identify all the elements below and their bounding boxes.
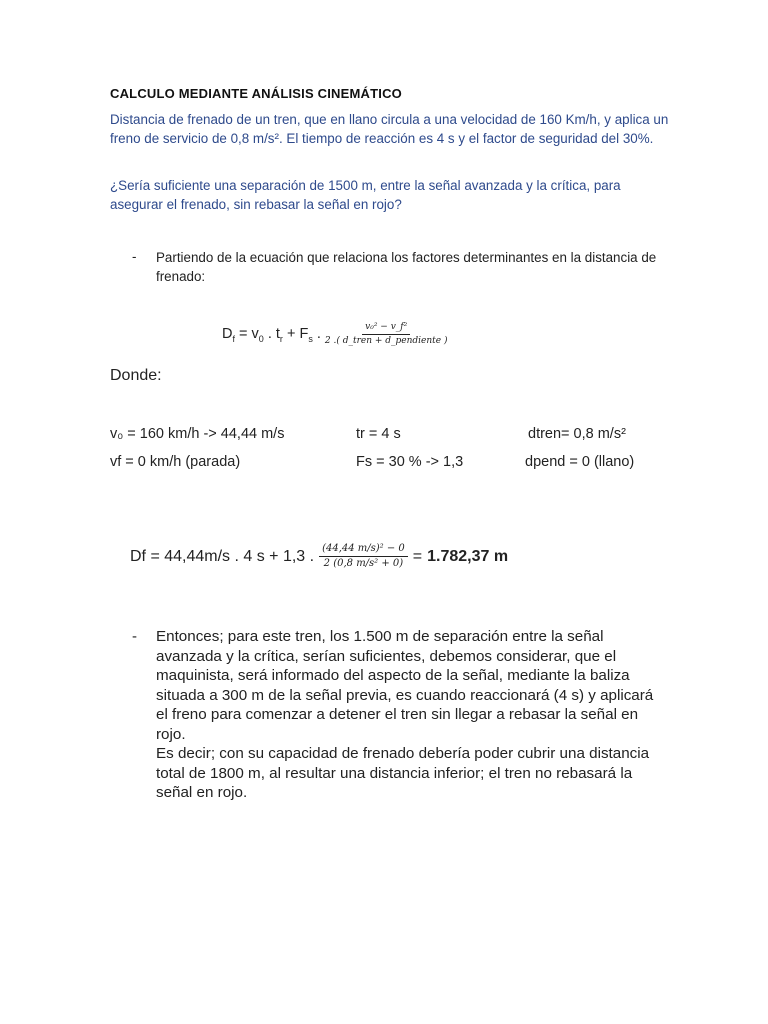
var-dpend: dpend = 0 (llano) (525, 454, 635, 470)
problem-statement: Distancia de frenado de un tren, que en llano circula a una velocidad de 160 Km/h, y aplica un freno de servicio de 0,8 m/s². El tiempo de reacción es 4 s y el factor de seguridad del 30%. (110, 112, 669, 146)
calc-denominator: 2 (0,8 m/s² + 0) (323, 558, 404, 569)
document-title: CALCULO MEDIANTE ANÁLISIS CINEMÁTICO (110, 86, 402, 101)
formula-numerator: v₀² − v_f² (362, 322, 410, 335)
calc-numerator: (44,44 m/s)² − 0 (319, 543, 408, 557)
bullet-dash-2: - (132, 628, 137, 645)
bullet-dash-1: - (132, 249, 137, 264)
calc-lhs: Df = 44,44m/s . 4 s + 1,3 . (130, 547, 315, 565)
formula-lhs: $D_f = v_0$ . $t_r + F_s$ . (222, 325, 321, 344)
conclusion-paragraph-1: Entonces; para este tren, los 1.500 m de separación entre la señal avanzada y la crítica, serían suficientes, debemos considerar, que el maquinista, será informado del aspecto de la señal, mediante la baliza situada a 300 m de la señal previa, es cuando reaccionará (4 s) y aplicará el freno para comenzar a detener el tren sin llegar a rebasar la señal en rojo. (156, 628, 654, 743)
donde-label: Donde: (110, 367, 162, 384)
var-dtren: dtren= 0,8 m/s² (528, 426, 626, 442)
var-v0: v₀ = 160 km/h -> 44,44 m/s (110, 426, 285, 442)
formula-denominator: 2 .( d_tren + d_pendiente ) (324, 336, 448, 346)
problem-question: ¿Sería suficiente una separación de 1500 m, entre la señal avanzada y la crítica, para asegurar el frenado, sin rebasar la señal en rojo? (110, 178, 621, 212)
var-vf: vf = 0 km/h (parada) (110, 454, 241, 470)
calc-equals: = (412, 547, 423, 565)
var-fs: Fs = 30 % -> 1,3 (356, 454, 464, 470)
var-tr: tr = 4 s (356, 426, 401, 442)
calculation-line (130, 543, 508, 570)
formula-fraction (325, 322, 448, 347)
calc-result: 1.782,37 m (427, 547, 509, 565)
bullet-text-1: Partiendo de la ecuación que relaciona los factores determinantes en la distancia de frenado: (156, 250, 657, 284)
conclusion-paragraph-2: Es decir; con su capacidad de frenado debería poder cubrir una distancia total de 1800 m, al resultar una distancia inferior; el tren no rebasará la señal en rojo. (156, 745, 650, 801)
calc-fraction (319, 543, 408, 570)
braking-formula (222, 322, 447, 347)
bullet-text-2 (156, 627, 656, 803)
